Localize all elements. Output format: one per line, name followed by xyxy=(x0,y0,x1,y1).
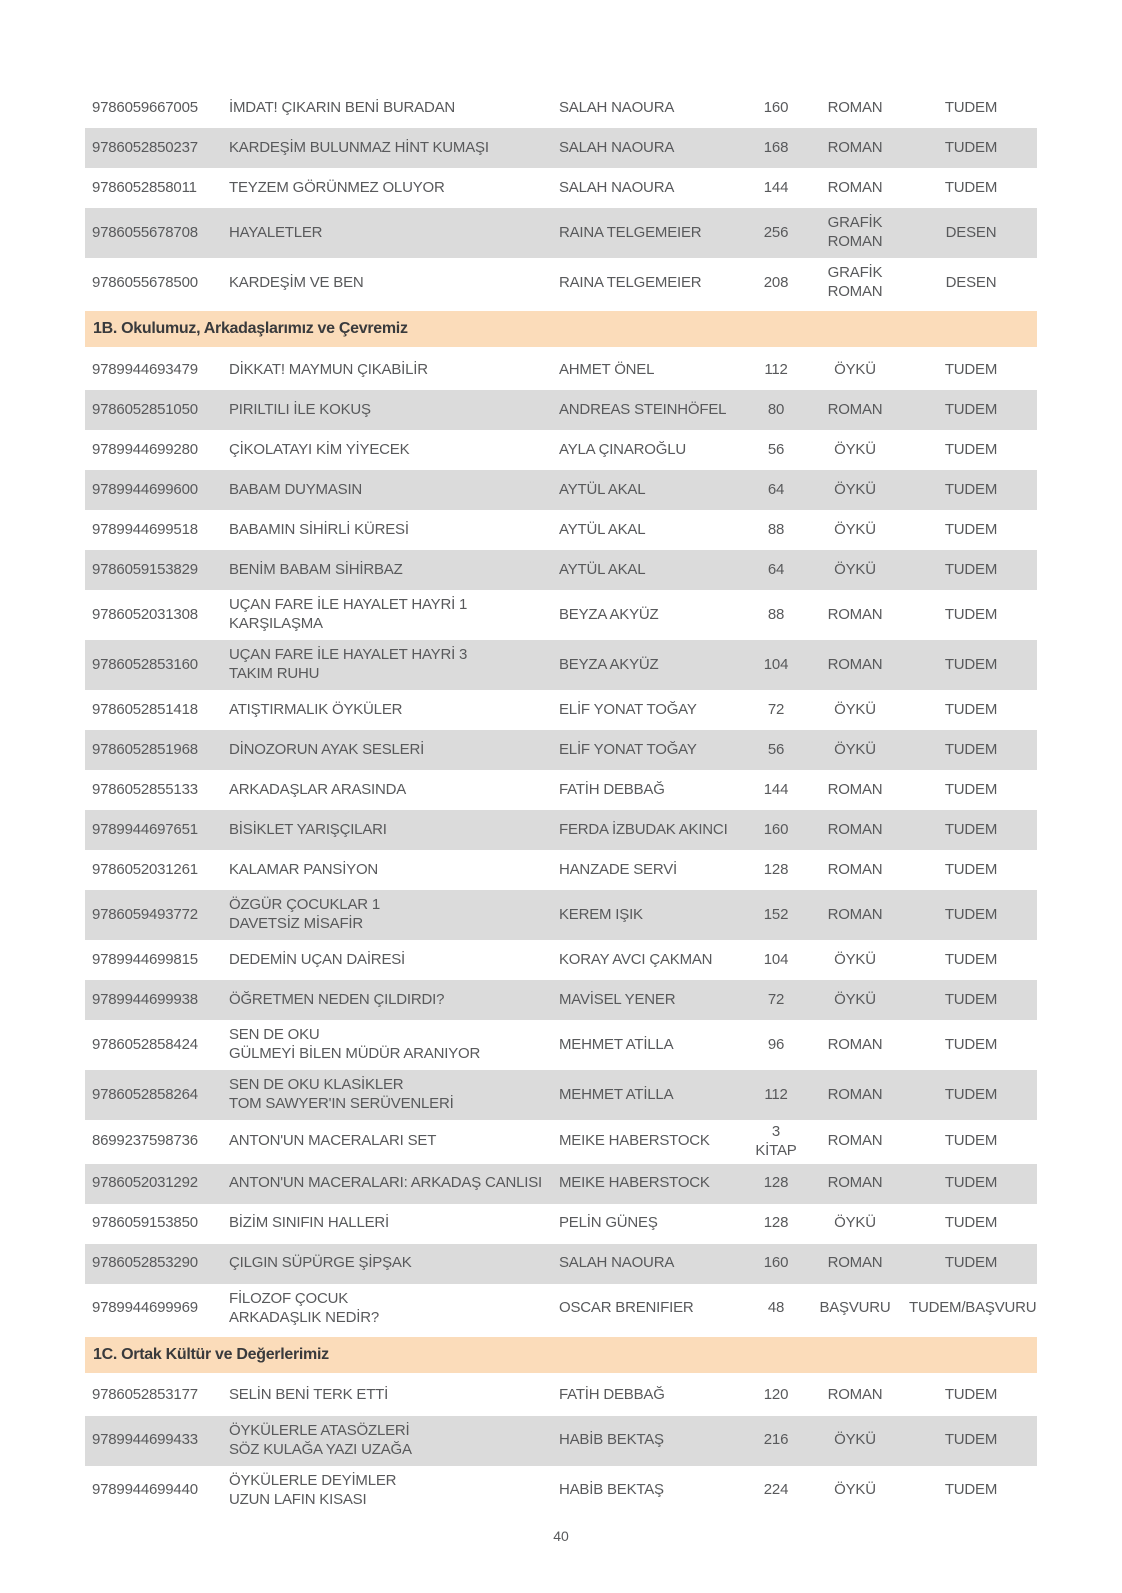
genre-cell xyxy=(805,261,905,305)
author-cell: SALAH NAOURA xyxy=(559,1254,675,1272)
pages-cell: 160 xyxy=(763,820,789,838)
publisher-cell: TUDEM xyxy=(944,860,998,878)
author-cell: MAVİSEL YENER xyxy=(559,990,676,1008)
genre-line: ÖYKÜ xyxy=(834,360,876,378)
publisher-cell: TUDEM xyxy=(944,178,998,196)
genre-line: ÖYKÜ xyxy=(834,950,876,968)
genre-cell xyxy=(805,1428,905,1453)
pages-cell: 88 xyxy=(767,605,785,623)
title-line: BİSİKLET YARIŞÇILARI xyxy=(229,820,387,838)
pages-cell: 72 xyxy=(767,990,785,1008)
author-cell: OSCAR BRENIFIER xyxy=(559,1299,694,1317)
pages-cell: 168 xyxy=(763,138,789,156)
table-row xyxy=(85,1204,1037,1244)
title-line: PIRILTILI İLE KOKUŞ xyxy=(229,400,371,418)
title-line: BENİM BABAM SİHİRBAZ xyxy=(229,560,403,578)
pages-cell: 256 xyxy=(763,223,789,241)
isbn-cell: 9789944699518 xyxy=(92,520,198,538)
genre-cell xyxy=(805,948,905,973)
title-line: İMDAT! ÇIKARIN BENİ BURADAN xyxy=(229,98,456,116)
title-cell xyxy=(225,558,555,583)
isbn-cell: 9786052031308 xyxy=(92,605,198,623)
author-cell: RAINA TELGEMEIER xyxy=(559,223,702,241)
title-line: ANTON'UN MACERALARI: ARKADAŞ CANLISI xyxy=(229,1174,542,1192)
title-cell xyxy=(225,778,555,803)
isbn-cell: 9786059667005 xyxy=(92,98,198,116)
isbn-cell: 9789944693479 xyxy=(92,360,198,378)
genre-line: ROMAN xyxy=(827,1035,883,1053)
pages-cell: 216 xyxy=(763,1431,789,1449)
genre-cell xyxy=(805,438,905,463)
title-line: GÜLMEYİ BİLEN MÜDÜR ARANIYOR xyxy=(229,1045,481,1062)
publisher-cell: TUDEM xyxy=(944,480,998,498)
genre-line: ÖYKÜ xyxy=(834,740,876,758)
title-line: UZUN LAFIN KISASI xyxy=(229,1490,367,1508)
isbn-cell: 9789944699969 xyxy=(92,1299,198,1317)
genre-line: ROMAN xyxy=(827,1254,883,1272)
title-line: ARKADAŞLIK NEDİR? xyxy=(229,1308,379,1326)
author-cell: KEREM IŞIK xyxy=(559,905,643,923)
isbn-cell: 9789944699938 xyxy=(92,990,198,1008)
genre-cell xyxy=(805,478,905,503)
author-cell: RAINA TELGEMEIER xyxy=(559,273,702,291)
genre-line: ROMAN xyxy=(827,1174,883,1192)
pages-cell: 144 xyxy=(763,780,789,798)
pages-cell: 224 xyxy=(763,1481,789,1499)
pages-cell: 160 xyxy=(763,1254,789,1272)
table-row xyxy=(85,1070,1037,1120)
publisher-cell: TUDEM xyxy=(944,1132,998,1150)
author-cell: PELİN GÜNEŞ xyxy=(559,1214,658,1232)
pages-cell: 128 xyxy=(763,1174,789,1192)
author-cell: ELİF YONAT TOĞAY xyxy=(559,700,697,718)
genre-line: GRAFİK xyxy=(827,214,883,232)
author-cell: AYTÜL AKAL xyxy=(559,560,646,578)
author-cell: FERDA İZBUDAK AKINCI xyxy=(559,820,728,838)
title-cell xyxy=(225,478,555,503)
title-line: BABAMIN SİHİRLİ KÜRESİ xyxy=(229,520,409,538)
pages-cell: 144 xyxy=(763,178,789,196)
title-line: ÇİKOLATAYI KİM YİYECEK xyxy=(229,440,410,458)
publisher-cell: TUDEM xyxy=(944,700,998,718)
isbn-cell: 9786052858011 xyxy=(92,178,197,196)
section-header-label: 1B. Okulumuz, Arkadaşlarımız ve Çevremiz xyxy=(93,320,408,337)
isbn-cell: 9786052858264 xyxy=(92,1085,198,1103)
genre-line: ÖYKÜ xyxy=(834,520,876,538)
genre-cell xyxy=(805,778,905,803)
genre-line: ROMAN xyxy=(827,98,883,116)
page-footer xyxy=(0,1528,1122,1544)
publisher-cell: TUDEM xyxy=(944,400,998,418)
title-line: BİZİM SINIFIN HALLERİ xyxy=(229,1214,389,1232)
genre-cell xyxy=(805,518,905,543)
author-cell: BEYZA AKYÜZ xyxy=(559,655,659,673)
title-cell xyxy=(225,358,555,383)
title-cell xyxy=(225,738,555,763)
author-cell: MEHMET ATİLLA xyxy=(559,1085,674,1103)
isbn-cell: 9789944699440 xyxy=(92,1481,198,1499)
publisher-cell: TUDEM/BAŞVURU xyxy=(909,1299,1037,1317)
table-row xyxy=(85,1164,1037,1204)
title-cell xyxy=(225,1419,555,1463)
table-row xyxy=(85,550,1037,590)
genre-cell xyxy=(805,903,905,928)
author-cell: KORAY AVCI ÇAKMAN xyxy=(559,950,713,968)
isbn-cell: 9786059493772 xyxy=(92,905,198,923)
genre-line: ROMAN xyxy=(827,780,883,798)
author-cell: AYTÜL AKAL xyxy=(559,520,646,538)
isbn-cell: 9789944697651 xyxy=(92,820,198,838)
table-row xyxy=(85,890,1037,940)
title-cell xyxy=(225,176,555,201)
publisher-cell: TUDEM xyxy=(944,740,998,758)
isbn-cell: 9786052851418 xyxy=(92,700,198,718)
publisher-cell: TUDEM xyxy=(944,605,998,623)
genre-line: ROMAN xyxy=(827,905,883,923)
genre-line: ÖYKÜ xyxy=(834,1481,876,1499)
title-cell xyxy=(225,1287,555,1331)
genre-cell xyxy=(805,698,905,723)
table-row xyxy=(85,208,1037,258)
genre-line: ROMAN xyxy=(827,233,883,250)
publisher-cell: TUDEM xyxy=(944,138,998,156)
genre-cell xyxy=(805,1251,905,1276)
publisher-cell: TUDEM xyxy=(944,98,998,116)
isbn-cell: 9789944699600 xyxy=(92,480,198,498)
genre-cell xyxy=(805,1211,905,1236)
title-cell xyxy=(225,948,555,973)
title-line: SÖZ KULAĞA YAZI UZAĞA xyxy=(229,1440,412,1458)
genre-line: ROMAN xyxy=(827,1132,883,1150)
title-cell xyxy=(225,1211,555,1236)
table-row xyxy=(85,1120,1037,1164)
title-line: ÖZGÜR ÇOCUKLAR 1 xyxy=(229,896,380,914)
author-cell: AHMET ÖNEL xyxy=(559,360,655,378)
author-cell: SALAH NAOURA xyxy=(559,138,675,156)
title-line: TAKIM RUHU xyxy=(229,665,320,682)
title-cell xyxy=(225,96,555,121)
table-row xyxy=(85,1416,1037,1466)
title-line: SEN DE OKU xyxy=(229,1026,320,1044)
genre-line: ÖYKÜ xyxy=(834,560,876,578)
pages-cell: 112 xyxy=(764,1085,788,1103)
table-row xyxy=(85,430,1037,470)
genre-line: GRAFİK xyxy=(827,264,883,282)
isbn-cell: 9786059153829 xyxy=(92,560,198,578)
author-cell: AYLA ÇINAROĞLU xyxy=(559,440,686,458)
title-line: ATIŞTIRMALIK ÖYKÜLER xyxy=(229,700,403,718)
table-row xyxy=(85,1244,1037,1284)
pages-cell: 104 xyxy=(763,950,789,968)
title-cell xyxy=(225,643,555,687)
genre-cell xyxy=(805,136,905,161)
table-row xyxy=(85,258,1037,308)
pages-cell: 104 xyxy=(763,655,789,673)
title-cell xyxy=(225,518,555,543)
isbn-cell: 9789944699280 xyxy=(92,440,198,458)
pages-cell: 80 xyxy=(767,400,785,418)
genre-cell xyxy=(805,738,905,763)
publisher-cell: TUDEM xyxy=(944,820,998,838)
pages-cell: 56 xyxy=(767,740,785,758)
genre-cell xyxy=(805,358,905,383)
author-cell: FATİH DEBBAĞ xyxy=(559,780,665,798)
isbn-cell: 9786052850237 xyxy=(92,138,198,156)
publisher-cell: TUDEM xyxy=(944,1431,998,1449)
genre-cell xyxy=(805,1033,905,1058)
table-row xyxy=(85,690,1037,730)
pages-cell: 208 xyxy=(763,273,789,291)
isbn-cell: 9786052031261 xyxy=(92,860,198,878)
title-line: UÇAN FARE İLE HAYALET HAYRİ 1 xyxy=(229,596,468,614)
genre-cell xyxy=(805,653,905,678)
table-row xyxy=(85,980,1037,1020)
genre-line: ÖYKÜ xyxy=(834,1214,876,1232)
genre-cell xyxy=(805,1171,905,1196)
table-row xyxy=(85,850,1037,890)
title-line: BABAM DUYMASIN xyxy=(229,480,363,498)
title-cell xyxy=(225,221,555,246)
table-row xyxy=(85,350,1037,390)
table-row xyxy=(85,1020,1037,1070)
table-row xyxy=(85,640,1037,690)
genre-cell xyxy=(805,858,905,883)
publisher-cell: TUDEM xyxy=(944,1481,998,1499)
publisher-cell: TUDEM xyxy=(944,905,998,923)
genre-line: ROMAN xyxy=(827,820,883,838)
author-cell: AYTÜL AKAL xyxy=(559,480,646,498)
table-row xyxy=(85,510,1037,550)
publisher-cell: DESEN xyxy=(945,223,997,241)
title-line: KARDEŞİM VE BEN xyxy=(229,273,364,291)
publisher-cell: TUDEM xyxy=(944,1035,998,1053)
genre-line: ROMAN xyxy=(827,1386,883,1404)
table-row xyxy=(85,168,1037,208)
title-line: DEDEMİN UÇAN DAİRESİ xyxy=(229,950,406,968)
genre-cell xyxy=(805,1129,905,1154)
publisher-cell: TUDEM xyxy=(944,950,998,968)
genre-line: ROMAN xyxy=(827,283,883,300)
title-line: TOM SAWYER'IN SERÜVENLERİ xyxy=(229,1095,454,1112)
isbn-cell: 9786052031292 xyxy=(92,1174,198,1192)
section-header xyxy=(85,311,1037,347)
author-cell: SALAH NAOURA xyxy=(559,98,675,116)
isbn-cell: 8699237598736 xyxy=(92,1132,198,1150)
genre-cell xyxy=(805,398,905,423)
title-cell xyxy=(225,271,555,296)
isbn-cell: 9789944699433 xyxy=(92,1431,198,1449)
title-cell xyxy=(225,1171,555,1196)
publisher-cell: TUDEM xyxy=(944,520,998,538)
genre-line: ÖYKÜ xyxy=(834,480,876,498)
title-cell xyxy=(225,1469,555,1513)
genre-line: BAŞVURU xyxy=(819,1299,891,1317)
genre-cell xyxy=(805,603,905,628)
title-cell xyxy=(225,1251,555,1276)
genre-cell xyxy=(805,211,905,255)
publisher-cell: TUDEM xyxy=(944,1254,998,1272)
publisher-cell: TUDEM xyxy=(944,1085,998,1103)
title-line: DİNOZORUN AYAK SESLERİ xyxy=(229,740,425,758)
title-cell xyxy=(225,593,555,637)
pages-cell: 120 xyxy=(763,1386,789,1404)
title-cell xyxy=(225,1023,555,1067)
title-cell xyxy=(225,438,555,463)
isbn-cell: 9786052851050 xyxy=(92,400,198,418)
pages-cell: 56 xyxy=(767,440,785,458)
table-row xyxy=(85,128,1037,168)
pages-cell: 128 xyxy=(763,1214,789,1232)
title-cell xyxy=(225,858,555,883)
title-line: HAYALETLER xyxy=(229,223,323,241)
author-cell: FATİH DEBBAĞ xyxy=(559,1386,665,1404)
publisher-cell: TUDEM xyxy=(944,1214,998,1232)
isbn-cell: 9786055678500 xyxy=(92,273,198,291)
genre-cell xyxy=(805,1083,905,1108)
title-line: DAVETSİZ MİSAFİR xyxy=(229,915,364,932)
genre-line: ROMAN xyxy=(827,655,883,673)
pages-cell: 64 xyxy=(767,560,785,578)
genre-cell xyxy=(805,1478,905,1503)
table-row xyxy=(85,88,1037,128)
title-cell xyxy=(225,1129,555,1154)
genre-line: ROMAN xyxy=(827,860,883,878)
book-table xyxy=(85,88,1037,1516)
genre-cell xyxy=(805,558,905,583)
section-header-label: 1C. Ortak Kültür ve Değerlerimiz xyxy=(93,1345,329,1363)
pages-cell: 128 xyxy=(763,860,789,878)
table-row xyxy=(85,810,1037,850)
author-cell: ELİF YONAT TOĞAY xyxy=(559,740,697,758)
author-cell: ANDREAS STEINHÖFEL xyxy=(559,400,727,418)
author-cell: SALAH NAOURA xyxy=(559,178,675,196)
publisher-cell: TUDEM xyxy=(944,360,998,378)
isbn-cell: 9786052851968 xyxy=(92,740,198,758)
genre-line: ÖYKÜ xyxy=(834,440,876,458)
title-line: KALAMAR PANSİYON xyxy=(229,860,379,878)
pages-cell: 88 xyxy=(767,520,785,538)
author-cell: HABİB BEKTAŞ xyxy=(559,1481,664,1499)
genre-line: ROMAN xyxy=(827,400,883,418)
pages-cell: 96 xyxy=(767,1035,785,1053)
table-row xyxy=(85,390,1037,430)
genre-line: ÖYKÜ xyxy=(834,1431,876,1449)
title-line: ÖYKÜLERLE ATASÖZLERİ xyxy=(229,1421,410,1439)
title-line: ANTON'UN MACERALARI SET xyxy=(229,1132,437,1150)
publisher-cell: TUDEM xyxy=(944,655,998,673)
genre-line: ROMAN xyxy=(827,138,883,156)
table-row xyxy=(85,1284,1037,1334)
genre-line: ROMAN xyxy=(827,605,883,623)
title-line: ÖYKÜLERLE DEYİMLER xyxy=(229,1471,397,1489)
genre-cell xyxy=(805,96,905,121)
pages-cell: 152 xyxy=(763,905,789,923)
table-row xyxy=(85,1466,1037,1516)
pages-cell: 64 xyxy=(767,480,785,498)
publisher-cell: TUDEM xyxy=(944,780,998,798)
publisher-cell: TUDEM xyxy=(944,990,998,1008)
genre-line: ÖYKÜ xyxy=(834,990,876,1008)
publisher-cell: TUDEM xyxy=(944,440,998,458)
publisher-cell: TUDEM xyxy=(944,1174,998,1192)
isbn-cell: 9786052858424 xyxy=(92,1035,198,1053)
section-header xyxy=(85,1337,1037,1373)
genre-line: ÖYKÜ xyxy=(834,700,876,718)
genre-line: ROMAN xyxy=(827,1085,883,1103)
genre-cell xyxy=(805,988,905,1013)
title-cell xyxy=(225,818,555,843)
genre-cell xyxy=(805,176,905,201)
title-cell xyxy=(225,1383,555,1408)
title-line: KARDEŞİM BULUNMAZ HİNT KUMAŞI xyxy=(229,138,489,156)
title-line: ÖĞRETMEN NEDEN ÇILDIRDI? xyxy=(229,990,445,1008)
table-row xyxy=(85,770,1037,810)
pages-cell: 3 KİTAP xyxy=(755,1123,797,1159)
genre-cell xyxy=(805,818,905,843)
title-cell xyxy=(225,398,555,423)
publisher-cell: TUDEM xyxy=(944,560,998,578)
page-number: 40 xyxy=(553,1528,569,1544)
title-line: FİLOZOF ÇOCUK xyxy=(229,1289,349,1307)
pages-cell: 160 xyxy=(763,98,789,116)
title-cell xyxy=(225,698,555,723)
table-row xyxy=(85,730,1037,770)
title-line: UÇAN FARE İLE HAYALET HAYRİ 3 xyxy=(229,646,468,664)
isbn-cell: 9786059153850 xyxy=(92,1214,198,1232)
publisher-cell: DESEN xyxy=(945,273,997,291)
author-cell: BEYZA AKYÜZ xyxy=(559,605,659,623)
table-row xyxy=(85,470,1037,510)
publisher-cell: TUDEM xyxy=(944,1386,998,1404)
table-row xyxy=(85,590,1037,640)
title-line: KARŞILAŞMA xyxy=(229,615,323,632)
genre-line: ROMAN xyxy=(827,178,883,196)
author-cell: MEHMET ATİLLA xyxy=(559,1035,674,1053)
table-row xyxy=(85,940,1037,980)
title-line: ARKADAŞLAR ARASINDA xyxy=(229,780,407,798)
author-cell: MEIKE HABERSTOCK xyxy=(559,1174,710,1192)
pages-cell: 72 xyxy=(767,700,785,718)
title-line: SELİN BENİ TERK ETTİ xyxy=(229,1386,389,1404)
title-line: ÇILGIN SÜPÜRGE ŞİPŞAK xyxy=(229,1254,412,1272)
genre-cell xyxy=(805,1383,905,1408)
genre-cell xyxy=(805,1296,905,1321)
isbn-cell: 9786052853177 xyxy=(92,1386,198,1404)
title-line: TEYZEM GÖRÜNMEZ OLUYOR xyxy=(229,178,445,196)
author-cell: HANZADE SERVİ xyxy=(559,860,677,878)
table-row xyxy=(85,1376,1037,1416)
title-line: DİKKAT! MAYMUN ÇIKABİLİR xyxy=(229,360,428,378)
title-cell xyxy=(225,1073,555,1117)
title-cell xyxy=(225,988,555,1013)
isbn-cell: 9786052855133 xyxy=(92,780,198,798)
title-cell xyxy=(225,893,555,937)
isbn-cell: 9786055678708 xyxy=(92,223,198,241)
isbn-cell: 9786052853290 xyxy=(92,1254,198,1272)
title-cell xyxy=(225,136,555,161)
author-cell: MEIKE HABERSTOCK xyxy=(559,1132,710,1150)
pages-cell: 48 xyxy=(767,1299,785,1317)
title-line: SEN DE OKU KLASİKLER xyxy=(229,1076,404,1094)
author-cell: HABİB BEKTAŞ xyxy=(559,1431,664,1449)
pages-cell: 112 xyxy=(764,360,788,378)
isbn-cell: 9789944699815 xyxy=(92,950,198,968)
isbn-cell: 9786052853160 xyxy=(92,655,198,673)
